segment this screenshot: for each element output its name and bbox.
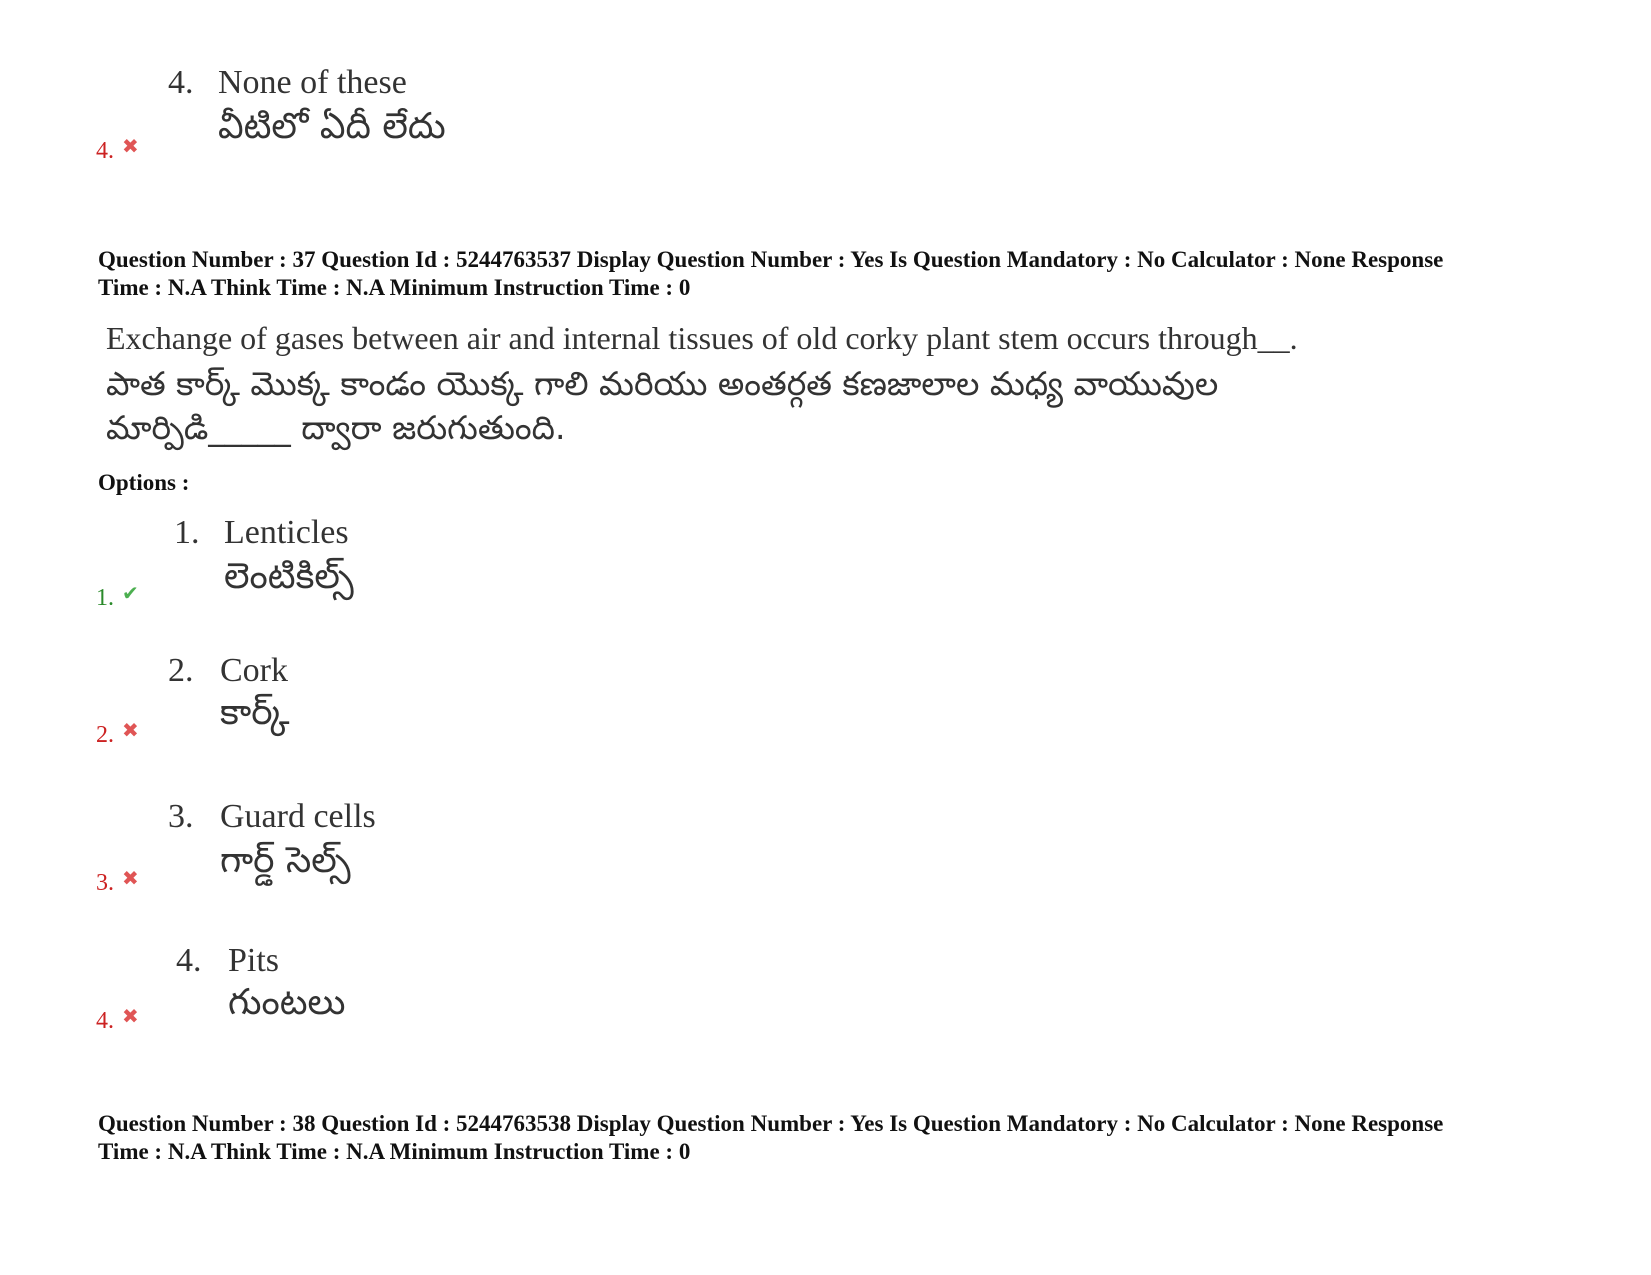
option-mark-number: 3.: [96, 870, 114, 896]
prev-option-number: 4.: [168, 64, 194, 101]
option-telugu: గార్డ్ సెల్స్: [220, 840, 351, 881]
option-mark: [96, 718, 139, 749]
option-english: Cork: [220, 652, 288, 689]
prev-option-telugu: వీటిలో ఏదీ లేదు: [218, 106, 446, 147]
cross-icon: ✖: [122, 866, 139, 890]
question-meta: [98, 1110, 1598, 1166]
cross-icon: ✖: [122, 134, 139, 158]
question-meta-line-1: Question Number : 38 Question Id : 5244763538 Display Question Number : Yes Is Question Mandatory : No Calculator : None Response: [98, 1111, 1444, 1136]
prev-option-english: None of these: [218, 64, 407, 101]
question-meta-line-1: Question Number : 37 Question Id : 5244763537 Display Question Number : Yes Is Question Mandatory : No Calculator : None Response: [98, 247, 1444, 272]
option-telugu: కార్క్: [220, 692, 290, 733]
option-number: 4.: [176, 942, 202, 979]
question-meta-line-2: Time : N.A Think Time : N.A Minimum Instruction Time : 0: [98, 275, 691, 300]
cross-icon: ✖: [122, 718, 139, 742]
question-text-telugu-line-1: పాత కార్క్ మొక్క కాండం యొక్క గాలి మరియు అంతర్గత కణజాలాల మధ్య వాయువుల: [106, 364, 1219, 403]
option-english: Lenticles: [224, 514, 349, 551]
question-meta-line-2: Time : N.A Think Time : N.A Minimum Instruction Time : 0: [98, 1139, 691, 1164]
option-mark-number: 4.: [96, 1008, 114, 1034]
option-english: Guard cells: [220, 798, 376, 835]
option-english: Pits: [228, 942, 280, 979]
option-mark-number: 2.: [96, 722, 114, 748]
prev-option-mark-number: 4.: [96, 138, 114, 164]
option-mark: [96, 1004, 139, 1035]
check-icon: ✔: [122, 581, 139, 605]
options-label: Options :: [98, 470, 190, 495]
option-number: 3.: [168, 798, 194, 835]
question-meta: [98, 246, 1598, 302]
option-mark-number: 1.: [96, 585, 114, 611]
question-text-telugu-line-2: మార్పిడి_____ ద్వారా జరుగుతుంది.: [106, 408, 566, 447]
cross-icon: ✖: [122, 1004, 139, 1028]
question-text-english: Exchange of gases between air and internal tissues of old corky plant stem occurs through__.: [106, 320, 1298, 356]
option-mark: [96, 581, 139, 612]
option-number: 1.: [174, 514, 200, 551]
option-telugu: గుంటలు: [228, 982, 346, 1023]
option-number: 2.: [168, 652, 194, 689]
option-telugu: లెంటికిల్స్: [224, 556, 354, 597]
option-mark: [96, 866, 139, 897]
prev-option-mark: [96, 134, 139, 165]
